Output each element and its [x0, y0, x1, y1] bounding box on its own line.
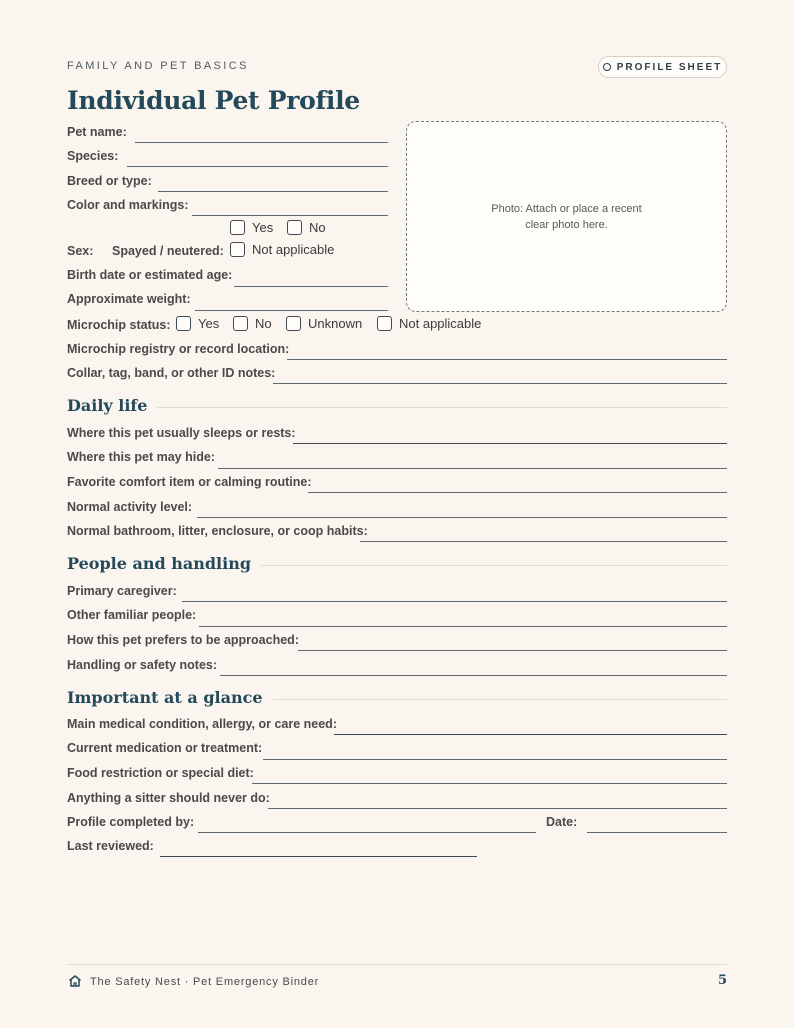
species-field[interactable]: [127, 166, 388, 167]
spayed-yes-checkbox[interactable]: [230, 220, 273, 235]
medical-field[interactable]: [334, 734, 727, 735]
breed-field[interactable]: [158, 191, 388, 192]
familiar-label: Other familiar people:: [67, 608, 197, 622]
microchip-label: Microchip status:: [67, 318, 171, 332]
people-handling-heading: [67, 554, 727, 573]
checkbox-icon: [230, 220, 245, 235]
caregiver-field[interactable]: [182, 601, 727, 602]
medication-label: Current medication or treatment:: [67, 741, 263, 755]
birth-field[interactable]: [234, 286, 388, 287]
sleeps-field[interactable]: [293, 443, 727, 444]
collar-field[interactable]: [273, 383, 727, 384]
species-label: Species:: [67, 149, 119, 163]
page-number: 5: [717, 973, 727, 988]
weight-label: Approximate weight:: [67, 292, 191, 306]
caregiver-label: Primary caregiver:: [67, 584, 177, 598]
bathroom-label: Normal bathroom, litter, enclosure, or coop habits:: [67, 524, 368, 538]
activity-field[interactable]: [197, 517, 727, 518]
circle-icon: [603, 63, 611, 71]
never-label: Anything a sitter should never do:: [67, 791, 270, 805]
breed-label: Breed or type:: [67, 174, 152, 188]
microchip-yes-checkbox[interactable]: [176, 316, 219, 331]
bathroom-field[interactable]: [360, 541, 727, 542]
footer-divider: [67, 964, 727, 965]
registry-field[interactable]: [287, 359, 727, 360]
sleeps-label: Where this pet usually sleeps or rests:: [67, 426, 296, 440]
checkbox-label: No: [255, 316, 272, 331]
safety-label: Handling or safety notes:: [67, 658, 218, 672]
microchip-no-checkbox[interactable]: [233, 316, 272, 331]
checkbox-label: No: [309, 220, 326, 235]
completed-label: Profile completed by:: [67, 815, 195, 829]
checkbox-icon: [287, 220, 302, 235]
pet-name-label: Pet name:: [67, 125, 127, 139]
spayed-label: Spayed / neutered:: [112, 244, 224, 258]
checkbox-label: Yes: [252, 220, 274, 235]
checkbox-label: Not applicable: [252, 242, 335, 257]
checkbox-icon: [233, 316, 248, 331]
photo-placeholder[interactable]: [406, 121, 727, 312]
activity-label: Normal activity level:: [67, 500, 193, 514]
medical-label: Main medical condition, allergy, or care need:: [67, 717, 337, 731]
house-icon: [68, 974, 82, 988]
pet-name-field[interactable]: [135, 142, 388, 143]
color-field[interactable]: [192, 215, 388, 216]
page-title: Individual Pet Profile: [67, 86, 360, 115]
sex-label: Sex:: [67, 244, 94, 258]
food-label: Food restriction or special diet:: [67, 766, 254, 780]
checkbox-icon: [377, 316, 392, 331]
color-label: Color and markings:: [67, 198, 189, 212]
comfort-label: Favorite comfort item or calming routine:: [67, 475, 312, 489]
approach-field[interactable]: [298, 650, 727, 651]
checkbox-label: Unknown: [308, 316, 363, 331]
checkbox-icon: [286, 316, 301, 331]
section-title: People and handling: [67, 554, 252, 573]
badge-label: PROFILE SHEET: [616, 61, 723, 73]
checkbox-icon: [176, 316, 191, 331]
weight-field[interactable]: [195, 310, 388, 311]
footer-text: The Safety Nest · Pet Emergency Binder: [90, 976, 320, 988]
profile-sheet-badge: [598, 56, 727, 78]
reviewed-label: Last reviewed:: [67, 839, 154, 853]
food-field[interactable]: [252, 783, 727, 784]
checkbox-label: Yes: [198, 316, 220, 331]
eyebrow-label: FAMILY AND PET BASICS: [67, 60, 249, 72]
hide-label: Where this pet may hide:: [67, 450, 215, 464]
collar-label: Collar, tag, band, or other ID notes:: [67, 366, 276, 380]
familiar-field[interactable]: [199, 626, 727, 627]
comfort-field[interactable]: [308, 492, 727, 493]
important-heading: [67, 688, 727, 707]
birth-label: Birth date or estimated age:: [67, 268, 233, 282]
checkbox-label: Not applicable: [399, 316, 482, 331]
section-title: Important at a glance: [67, 688, 263, 707]
approach-label: How this pet prefers to be approached:: [67, 633, 299, 647]
microchip-unknown-checkbox[interactable]: [286, 316, 362, 331]
daily-life-heading: [67, 396, 727, 415]
checkbox-icon: [230, 242, 245, 257]
section-divider: [157, 407, 727, 408]
section-divider: [273, 699, 727, 700]
date-field[interactable]: [587, 832, 727, 833]
never-field[interactable]: [268, 808, 727, 809]
section-divider: [261, 565, 727, 566]
completed-field[interactable]: [198, 832, 536, 833]
hide-field[interactable]: [218, 468, 727, 469]
reviewed-field[interactable]: [160, 856, 477, 857]
spayed-no-checkbox[interactable]: [287, 220, 326, 235]
date-label: Date:: [546, 815, 578, 829]
spayed-na-checkbox[interactable]: [230, 242, 334, 257]
microchip-na-checkbox[interactable]: [377, 316, 481, 331]
safety-field[interactable]: [220, 675, 727, 676]
photo-caption: Photo: Attach or place a recent clear photo here.: [491, 202, 642, 231]
medication-field[interactable]: [263, 759, 727, 760]
registry-label: Microchip registry or record location:: [67, 342, 290, 356]
section-title: Daily life: [67, 396, 148, 415]
